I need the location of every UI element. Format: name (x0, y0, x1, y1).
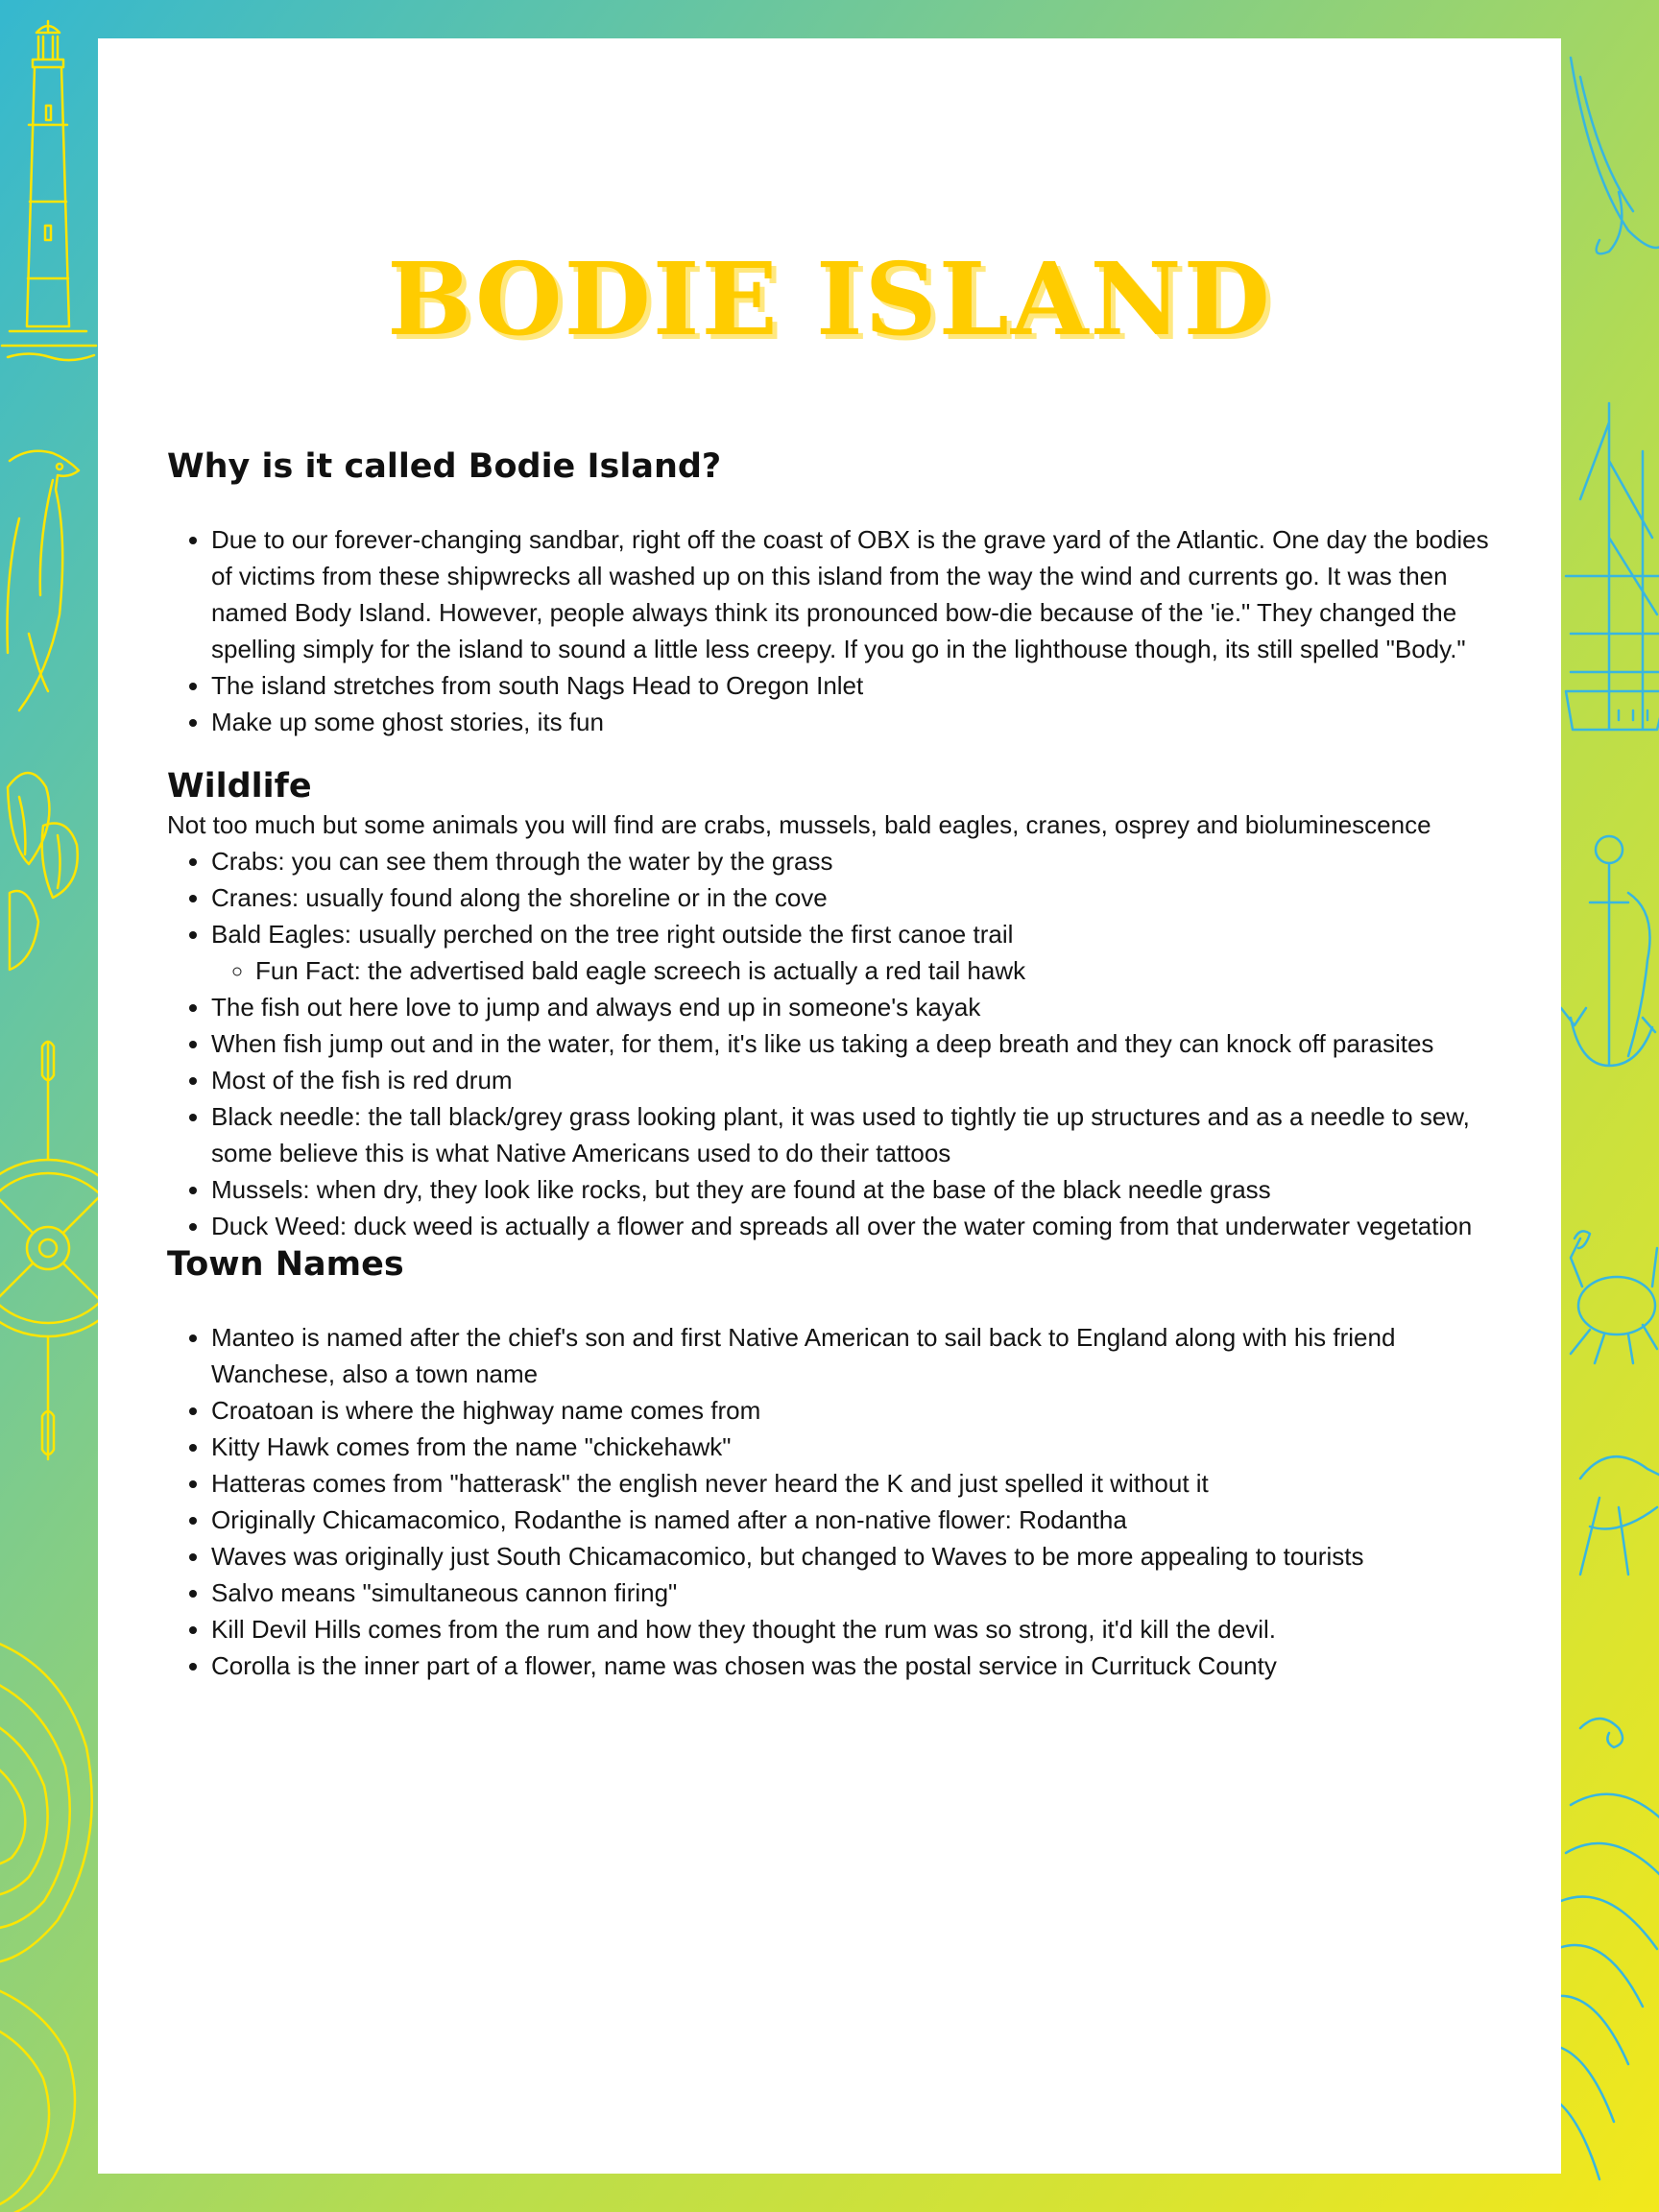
town-names-list (167, 1319, 1511, 1684)
name-origin-list (167, 521, 1511, 740)
list-item: • The island stretches from south Nags Head to Oregon Inlet (211, 667, 1511, 704)
list-item: • Duck Weed: duck weed is actually a flower and spreads all over the water coming from that underwater vegetation (211, 1208, 1511, 1244)
list-item: • When fish jump out and in the water, for them, it's like us taking a deep breath and they can knock off parasites (211, 1025, 1511, 1062)
list-item: • Make up some ghost stories, its fun (211, 704, 1511, 740)
list-item: • Manteo is named after the chief's son and first Native American to sail back to England along with his friend Wanchese, also a town name (211, 1319, 1511, 1392)
anchor-icon (1561, 836, 1655, 1066)
list-item: • Black needle: the tall black/grey grass looking plant, it was used to tightly tie up structures and as a needle to sew, some believe this is what Native Americans used to do their tattoos (211, 1098, 1511, 1171)
heading-wildlife: Wildlife (167, 767, 312, 805)
list-item: • Mussels: when dry, they look like rocks, but they are found at the base of the black needle grass (211, 1171, 1511, 1208)
list-item: • Cranes: usually found along the shoreline or in the cove (211, 879, 1511, 916)
heading-name-origin: Why is it called Bodie Island? (167, 447, 722, 486)
list-item: • Kitty Hawk comes from the name "chickehawk" (211, 1429, 1511, 1465)
fun-fact: ◦ Fun Fact: the advertised bald eagle screech is actually a red tail hawk (255, 952, 1511, 989)
wildlife-intro: Not too much but some animals you will find are crabs, mussels, bald eagles, cranes, osprey and bioluminescence (167, 810, 1431, 839)
wave-icon (0, 1632, 92, 2212)
list-item: • Crabs: you can see them through the water by the grass (211, 843, 1511, 879)
whale-icon (1571, 58, 1659, 253)
wave-icon (1561, 1719, 1659, 2179)
list-item (211, 916, 1511, 989)
page-title: BODIE ISLAND (387, 240, 1272, 358)
page (98, 38, 1561, 2174)
heading-town-names: Town Names (167, 1245, 404, 1284)
left-decorative-border (0, 0, 98, 2212)
list-item: • Due to our forever-changing sandbar, right off the coast of OBX is the grave yard of the Atlantic. One day the bodies of victims from these shipwrecks all washed up on this island from the way the wind and currents go. It was then named Body Island. However, people always think its pronounced bow-die because of the 'ie." They changed the spelling simply for the island to sound a little less creepy. If you go in the lighthouse though, its still spelled "Body." (211, 521, 1511, 667)
wildlife-list (167, 843, 1511, 1244)
list-item: • The fish out here love to jump and always end up in someone's kayak (211, 989, 1511, 1025)
lighthouse-icon (2, 21, 96, 360)
mussel-icon (8, 773, 78, 970)
right-decorative-border (1561, 0, 1659, 2212)
ship-wheel-icon (0, 1042, 98, 1459)
list-item: • Salvo means "simultaneous cannon firing" (211, 1575, 1511, 1611)
list-item: • Waves was originally just South Chicamacomico, but changed to Waves to be more appealing to tourists (211, 1538, 1511, 1575)
content (167, 446, 1511, 1684)
bird-icon (1580, 1456, 1659, 1575)
list-item: • Kill Devil Hills comes from the rum and how they thought the rum was so strong, it'd kill the devil. (211, 1611, 1511, 1647)
list-item: • Most of the fish is red drum (211, 1062, 1511, 1098)
list-item-text: Bald Eagles: usually perched on the tree right outside the first canoe trail (211, 920, 1014, 949)
ship-icon (1566, 403, 1659, 730)
sub-list (211, 952, 1511, 989)
list-item: • Hatteras comes from "hatterask" the english never heard the K and just spelled it without it (211, 1465, 1511, 1502)
list-item: • Originally Chicamacomico, Rodanthe is named after a non-native flower: Rodantha (211, 1502, 1511, 1538)
list-item: • Croatoan is where the highway name comes from (211, 1392, 1511, 1429)
list-item: • Corolla is the inner part of a flower, name was chosen was the postal service in Currituck County (211, 1647, 1511, 1684)
eagle-icon (8, 451, 80, 710)
crab-icon (1571, 1231, 1657, 1363)
